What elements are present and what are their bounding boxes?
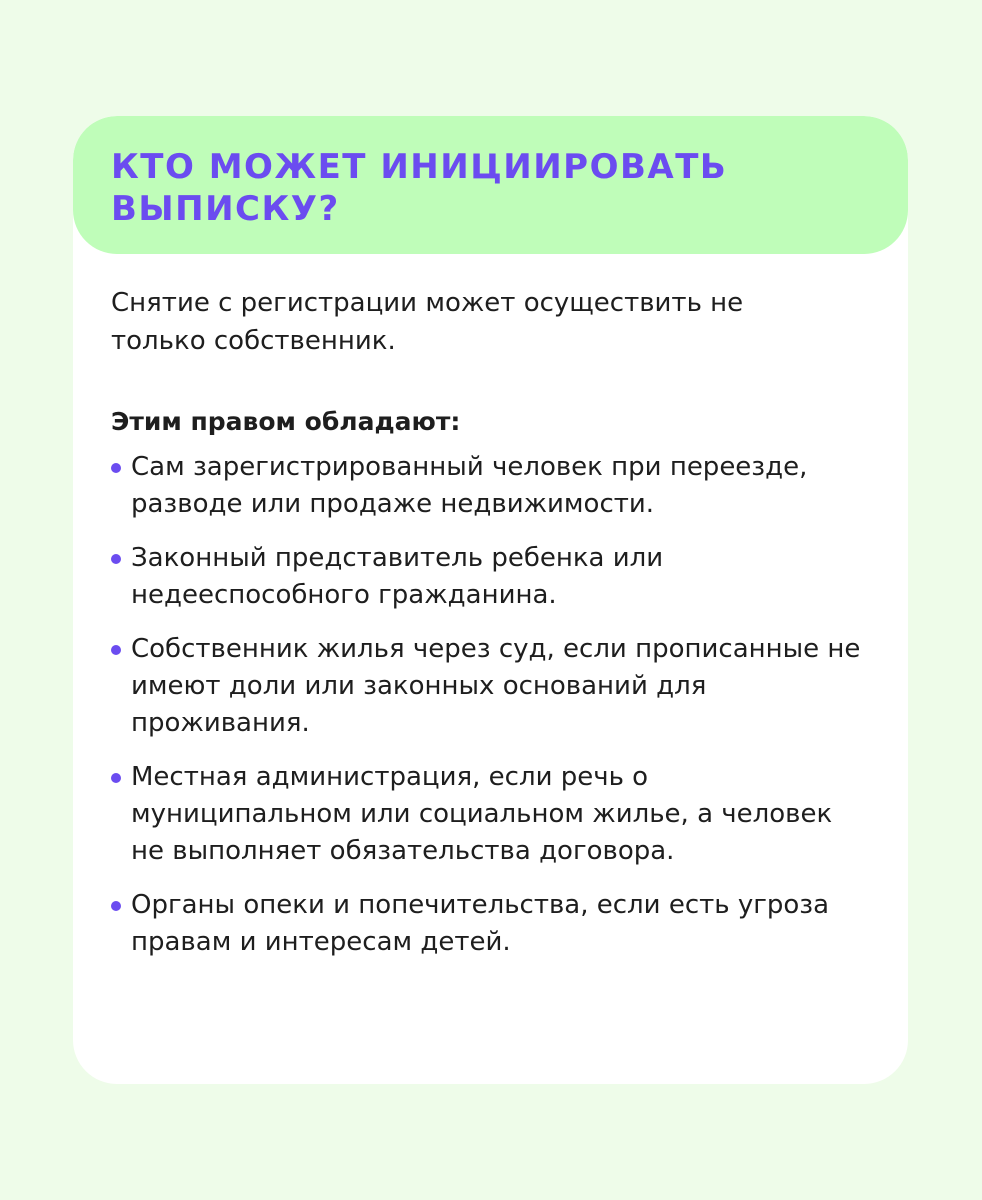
bullet-dot-icon [111, 645, 121, 655]
list-item [111, 449, 868, 523]
page-title: КТО МОЖЕТ ИНИЦИИРОВАТЬ ВЫПИСКУ? [111, 147, 728, 229]
list-item-text: Сам зарегистрированный человек при переезде, разводе или продаже недвижимости. [131, 452, 808, 519]
bullet-dot-icon [111, 463, 121, 473]
info-card [73, 116, 908, 1084]
intro-text: Снятие с регистрации может осуществить не только собственник. [111, 288, 744, 356]
card-body [73, 254, 908, 961]
list-item [111, 540, 868, 614]
bullet-dot-icon [111, 901, 121, 911]
list-item [111, 759, 868, 870]
rights-list [111, 449, 868, 961]
list-heading: Этим правом обладают: [111, 407, 461, 436]
list-item [111, 887, 868, 961]
list-item-text: Собственник жилья через суд, если прописанные не имеют доли или законных оснований для проживания. [131, 634, 861, 738]
list-item [111, 631, 868, 742]
bullet-dot-icon [111, 773, 121, 783]
list-item-text: Местная администрация, если речь о муниципальном или социальном жилье, а человек не выполняет обязательства договора. [131, 762, 833, 866]
card-header [73, 116, 908, 254]
bullet-dot-icon [111, 554, 121, 564]
list-item-text: Законный представитель ребенка или недееспособного гражданина. [131, 543, 664, 610]
list-item-text: Органы опеки и попечительства, если есть угроза правам и интересам детей. [131, 890, 830, 957]
